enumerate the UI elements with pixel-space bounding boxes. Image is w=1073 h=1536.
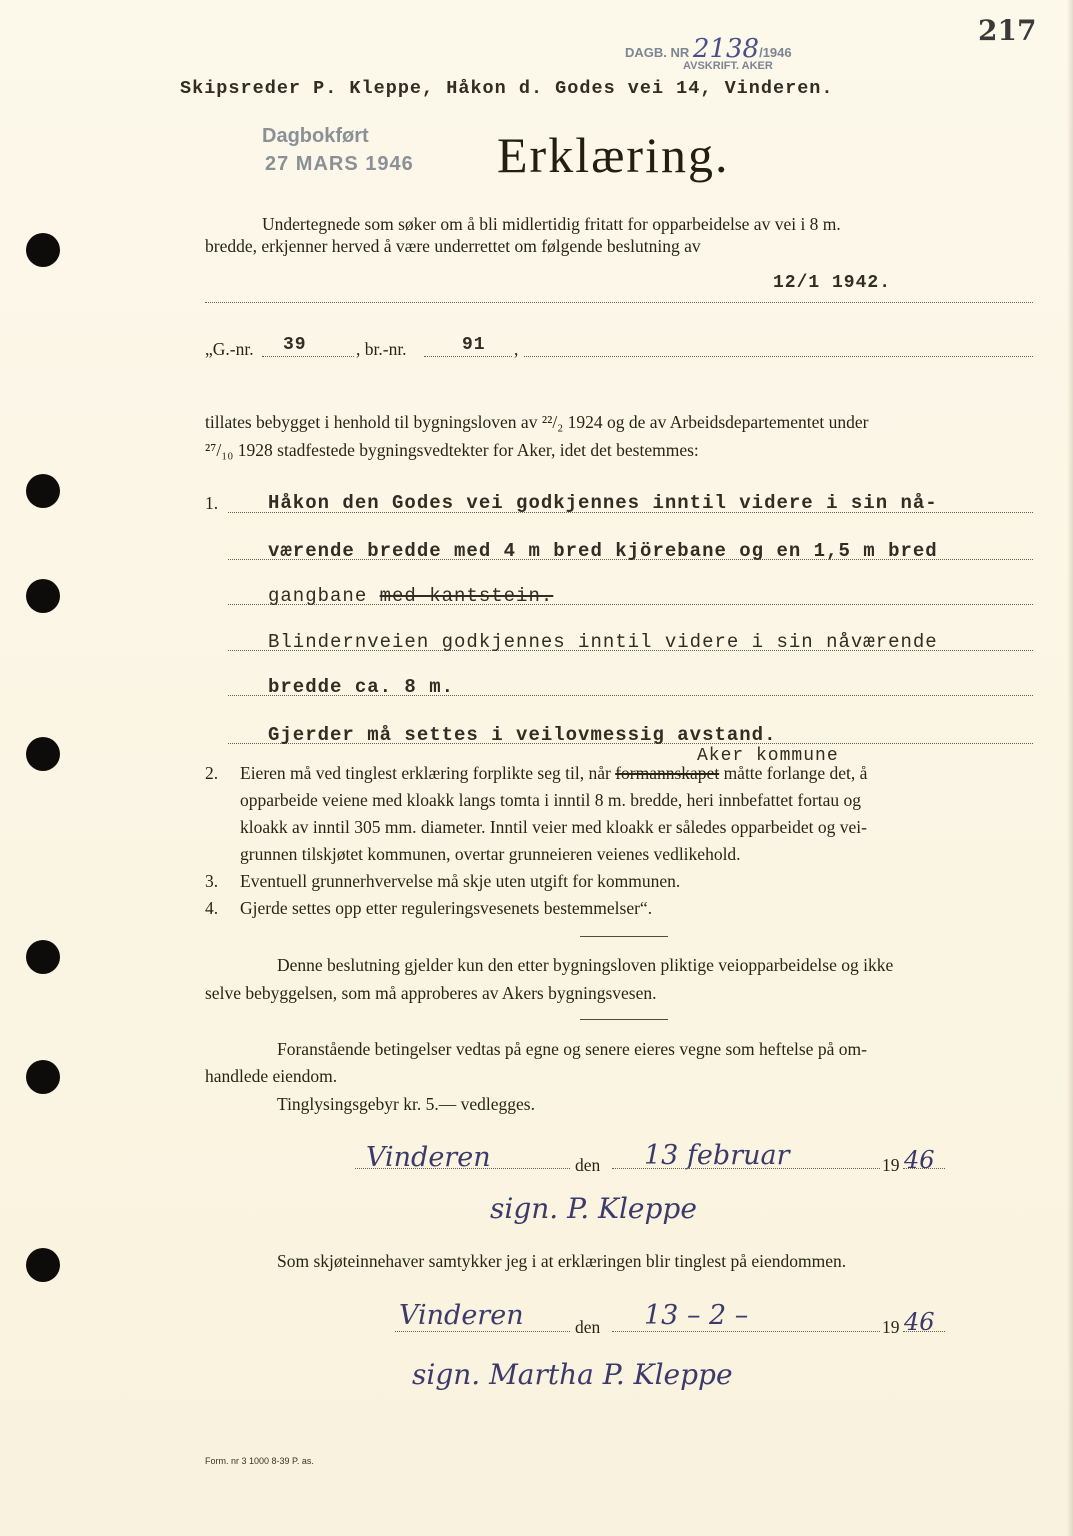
condition-2-line-2: opparbeide veiene med kloakk langs tomta i inntil 8 m. bredde, heri innbefattet fortau og — [240, 790, 862, 810]
dotted-line — [424, 356, 512, 357]
accept-line-2: handlede eiendom. — [205, 1066, 338, 1086]
intro-line-1: Undertegnede som søker om å bli midlertidig fritatt for opparbeidelse av vei i 8 m. — [262, 214, 841, 234]
dotted-line — [355, 1168, 570, 1169]
consent-text: Som skjøteinnehaver samtykker jeg i at erklæringen blir tinglest på eiendommen. — [277, 1251, 847, 1271]
condition-1-line-5: bredde ca. 8 m. — [268, 676, 455, 698]
signature-2-place: Vinderen — [399, 1300, 524, 1331]
dotted-line — [612, 1168, 880, 1169]
section-divider — [580, 936, 668, 937]
gnr-value: 39 — [283, 335, 307, 355]
condition-4-text: Gjerde settes opp etter reguleringsvesenets bestemmelser“. — [240, 898, 653, 918]
dotted-line — [612, 1331, 880, 1332]
signature-1-date: 13 februar — [644, 1140, 790, 1171]
journal-number: 2138 — [692, 34, 760, 64]
condition-2-number: 2. — [205, 763, 219, 783]
permit-line-1: tillates bebygget i henhold til bygningsloven av ²²/₂ 1924 og de av Arbeidsdepartementet under — [205, 412, 869, 432]
condition-1-line-6: Gjerder må settes i veilovmessig avstand. — [268, 724, 777, 746]
condition-1-line-4: Blindernveien godkjennes inntil videre i sin nåværende — [268, 631, 938, 653]
dotted-line — [395, 1331, 570, 1332]
section-divider — [580, 1019, 668, 1020]
condition-1-line-3 — [268, 585, 553, 607]
condition-2-line-1-start: Eieren må ved tinglest erklæring forplikte seg til, når — [240, 763, 611, 783]
signature-2-name: sign. Martha P. Kleppe — [412, 1358, 733, 1391]
condition-2-line-1 — [240, 763, 867, 784]
signature-2-year-prefix: 19 — [882, 1317, 900, 1337]
punch-hole — [26, 737, 60, 771]
note-line-1: Denne beslutning gjelder kun den etter bygningsloven pliktige veiopparbeidelse og ikke — [277, 955, 894, 975]
signature-2-den: den — [575, 1317, 601, 1337]
journal-prefix: DAGB. NR — [625, 45, 690, 60]
bnr-label: , br.-nr. — [356, 339, 407, 359]
gnr-label: „G.-nr. — [205, 339, 254, 359]
condition-3-text: Eventuell grunnerhvervelse må skje uten utgift for kommunen. — [240, 871, 681, 891]
dotted-line — [205, 302, 1033, 303]
journal-year: /1946 — [759, 45, 792, 60]
condition-1-line-1: Håkon den Godes vei godkjennes inntil videre i sin nå- — [268, 492, 938, 514]
punch-hole — [26, 1060, 60, 1094]
property-comma: , — [514, 339, 519, 359]
bnr-value: 91 — [462, 335, 486, 355]
condition-1-struck-text: med kantstein. — [379, 585, 554, 607]
dagbokfort-date: 27 MARS 1946 — [265, 153, 414, 175]
dotted-line — [262, 356, 354, 357]
page-title: Erklæring. — [497, 127, 730, 183]
condition-2-line-3: kloakk av inntil 305 mm. diameter. Inntil veier med kloakk er således opparbeidet og vei- — [240, 817, 867, 837]
signature-1-place: Vinderen — [366, 1142, 491, 1173]
condition-2-insert: Aker kommune — [697, 746, 839, 766]
form-number: Form. nr 3 1000 8-39 P. as. — [205, 1456, 314, 1466]
punch-hole — [26, 579, 60, 613]
signature-1-den: den — [575, 1155, 601, 1175]
condition-1-walkway: gangbane — [268, 585, 368, 607]
condition-2-line-1-end: måtte forlange det, å — [723, 763, 868, 783]
copy-stamp: AVSKRIFT. AKER — [683, 60, 773, 72]
page-number: 217 — [978, 14, 1037, 47]
signature-2-date: 13 – 2 – — [644, 1300, 749, 1331]
page-edge-shadow — [1067, 0, 1073, 1536]
permit-line-2: ²⁷/₁₀ 1928 stadfestede bygningsvedtekter for Aker, idet det bestemmes: — [205, 440, 699, 460]
punch-hole — [26, 940, 60, 974]
note-line-2: selve bebyggelsen, som må approberes av Akers bygningsvesen. — [205, 983, 657, 1003]
dagbokfort-stamp: Dagbokført — [262, 125, 369, 147]
punch-hole — [26, 1248, 60, 1282]
punch-hole — [26, 233, 60, 267]
condition-1-number: 1. — [205, 493, 219, 513]
fee-line: Tinglysingsgebyr kr. 5.— vedlegges. — [277, 1094, 535, 1114]
decision-date: 12/1 1942. — [773, 273, 892, 293]
typed-address: Skipsreder P. Kleppe, Håkon d. Godes vei 14, Vinderen. — [180, 78, 834, 99]
signature-1-year-suffix: 46 — [904, 1146, 935, 1174]
dotted-line — [903, 1168, 945, 1169]
condition-2-struck-text: formannskapet — [615, 763, 720, 783]
condition-1-line-2: værende bredde med 4 m bred kjörebane og en 1,5 m bred — [268, 540, 938, 562]
accept-line-1: Foranstående betingelser vedtas på egne og senere eieres vegne som heftelse på om- — [277, 1039, 867, 1059]
punch-hole — [26, 474, 60, 508]
dotted-line — [524, 356, 1033, 357]
intro-line-2: bredde, erkjenner herved å være underrettet om følgende beslutning av — [205, 236, 701, 256]
signature-1-name: sign. P. Kleppe — [490, 1192, 697, 1225]
signature-1-year-prefix: 19 — [882, 1155, 900, 1175]
condition-4-number: 4. — [205, 898, 219, 918]
dotted-line — [903, 1331, 945, 1332]
condition-3-number: 3. — [205, 871, 219, 891]
signature-2-year-suffix: 46 — [904, 1308, 935, 1336]
condition-2-line-4: grunnen tilskjøtet kommunen, overtar grunneieren veienes vedlikehold. — [240, 844, 741, 864]
